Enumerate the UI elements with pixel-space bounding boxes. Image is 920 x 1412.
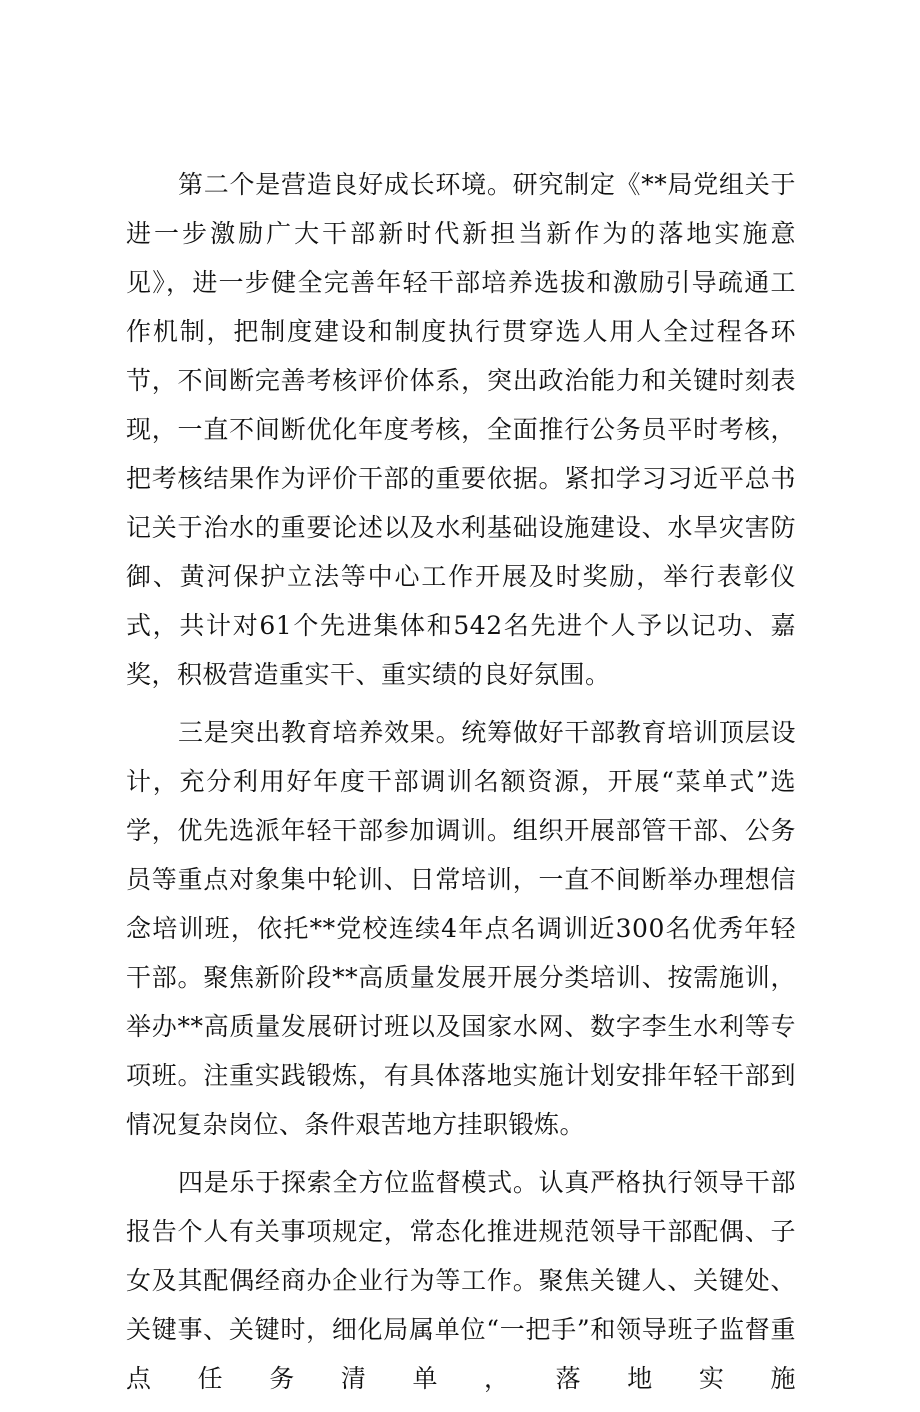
document-body — [126, 160, 796, 1412]
paragraph-growth-environment: 第二个是营造良好成长环境。研究制定《**局党组关于进一步激励广大干部新时代新担当新作为的落地实施意见》，进一步健全完善年轻干部培养选拔和激励引导疏通工作机制，把制度建设和制度执行贯穿选人用人全过程各环节，不间断完善考核评价体系，突出政治能力和关键时刻表现，一直不间断优化年度考核，全面推行公务员平时考核，把考核结果作为评价干部的重要依据。紧扣学习习近平总书记关于治水的重要论述以及水利基础设施建设、水旱灾害防御、黄河保护立法等中心工作开展及时奖励，举行表彰仪式，共计对61个先进集体和542名先进个人予以记功、嘉奖，积极营造重实干、重实绩的良好氛围。 — [126, 170, 796, 689]
paragraph-education-training: 三是突出教育培养效果。统筹做好干部教育培训顶层设计，充分利用好年度干部调训名额资源，开展“菜单式”选学，优先选派年轻干部参加调训。组织开展部管干部、公务员等重点对象集中轮训、日常培训，一直不间断举办理想信念培训班，依托**党校连续4年点名调训近300名优秀年轻干部。聚焦新阶段**高质量发展开展分类培训、按需施训，举办**高质量发展研讨班以及国家水网、数字李生水利等专项班。注重实践锻炼，有具体落地实施计划安排年轻干部到情况复杂岗位、条件艰苦地方挂职锻炼。 — [126, 718, 796, 1139]
paragraph-supervision-mode: 四是乐于探索全方位监督模式。认真严格执行领导干部报告个人有关事项规定，常态化推进规范领导干部配偶、子女及其配偶经商办企业行为等工作。聚焦关键人、关键处、关键事、关键时，细化局属单位“一把手”和领导班子监督重点任务清单，落地实施 — [126, 1168, 796, 1393]
